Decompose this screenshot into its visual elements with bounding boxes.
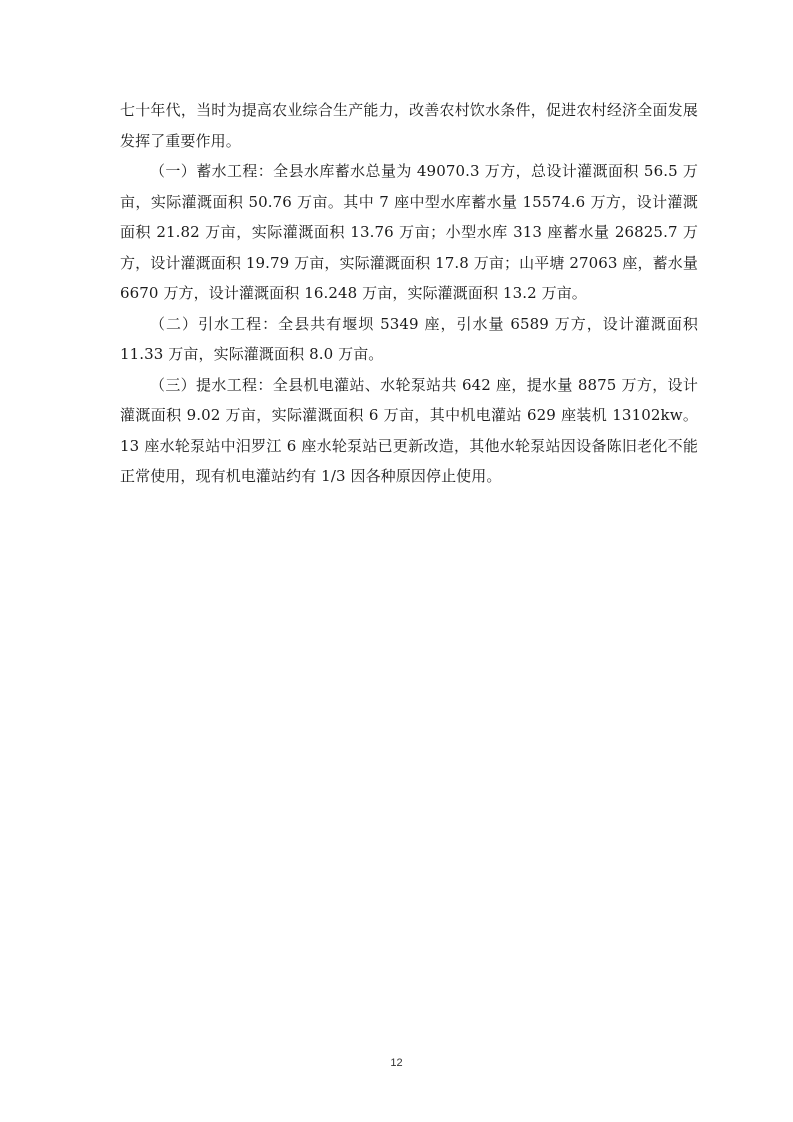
paragraph-water-lifting: （三）提水工程：全县机电灌站、水轮泵站共 642 座，提水量 8875 万方，设计灌溉面积 9.02 万亩，实际灌溉面积 6 万亩，其中机电灌站 629 座装机 13102kw。13 座水轮泵站中汨罗江 6 座水轮泵站已更新改造，其他水轮泵站因设备陈旧老化不能正常使用，现有机电灌站约有 1/3 因各种原因停止使用。 bbox=[120, 375, 698, 485]
page-number: 12 bbox=[390, 1057, 403, 1069]
paragraph-water-diversion: （二）引水工程：全县共有堰坝 5349 座，引水量 6589 万方，设计灌溉面积 11.33 万亩，实际灌溉面积 8.0 万亩。 bbox=[120, 314, 698, 363]
paragraph-continuation: 七十年代，当时为提高农业综合生产能力，改善农村饮水条件，促进农村经济全面发展发挥了重要作用。 bbox=[120, 101, 698, 150]
body-text bbox=[120, 95, 698, 492]
paragraph-water-storage: （一）蓄水工程：全县水库蓄水总量为 49070.3 万方，总设计灌溉面积 56.5 万亩，实际灌溉面积 50.76 万亩。其中 7 座中型水库蓄水量 15574.6 万方，设计灌溉面积 21.82 万亩，实际灌溉面积 13.76 万亩；小型水库 313 座蓄水量 26825.7 万方，设计灌溉面积 19.79 万亩，实际灌溉面积 17.8 万亩；山平塘 27063 座，蓄水量 6670 万方，设计灌溉面积 16.248 万亩，实际灌溉面积 13.2 万亩。 bbox=[120, 162, 698, 302]
